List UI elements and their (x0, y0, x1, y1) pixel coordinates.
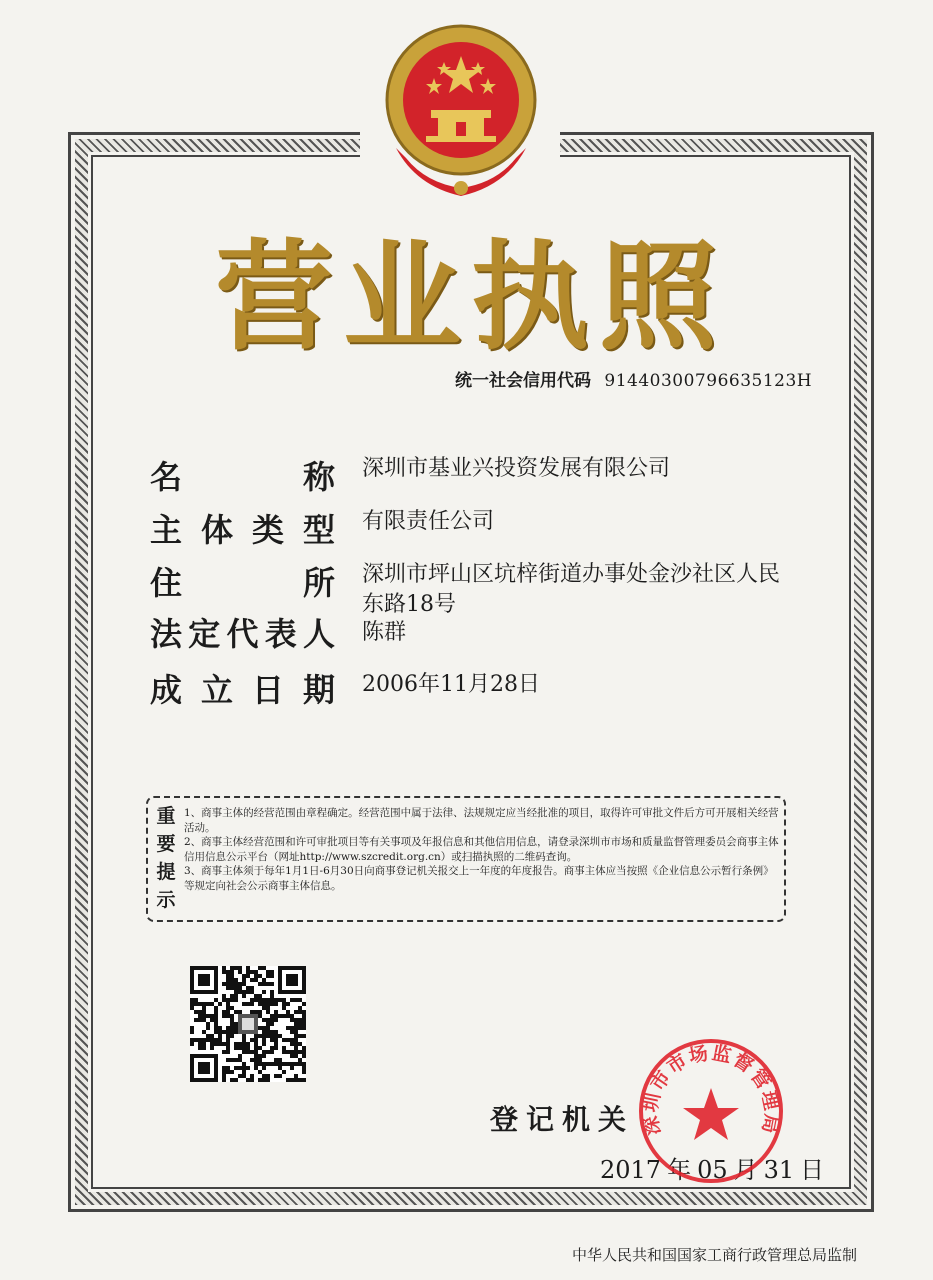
svg-text:深圳市市场监督管理局: 深圳市市场监督管理局 (639, 1041, 783, 1138)
notice-side-char: 要 (156, 833, 176, 855)
notice-side-label (154, 802, 178, 914)
field-label-char: 名 (150, 458, 183, 496)
field-label-char: 定 (188, 615, 221, 653)
field-value-name: 深圳市基业兴投资发展有限公司 (362, 456, 671, 481)
field-label-char: 期 (302, 671, 335, 709)
national-emblem-icon (376, 18, 546, 208)
field-value-established-date: 2006年11月28日 (362, 672, 540, 697)
qr-code-icon[interactable] (190, 966, 306, 1082)
field-label-legal-rep (150, 614, 335, 654)
notice-item: 2、商事主体经营范围和许可审批项目等有关事项及年报信息和其他信用信息，请登录深圳市市场和质量监督管理委员会商事主体信用信息公示平台（网址http://www.szcredit.org.cn）或扫描执照的二维码查询。 (184, 836, 779, 863)
date-day-unit: 日 (800, 1156, 825, 1184)
official-seal-stamp (636, 1036, 786, 1186)
field-label-established-date (150, 670, 335, 710)
field-label-name (150, 457, 335, 497)
field-label-char: 成 (150, 671, 183, 709)
field-label-char: 称 (302, 458, 335, 496)
field-label-char: 表 (264, 615, 297, 653)
credit-code (455, 366, 812, 391)
notice-side-char: 提 (156, 861, 176, 883)
registration-authority-label: 登记机关 (490, 1103, 635, 1136)
document-title: 营业执照 (215, 228, 728, 366)
field-value-address: 深圳市坪山区坑梓街道办事处金沙社区人民东路18号 (362, 562, 781, 617)
notice-side-char: 重 (156, 805, 176, 827)
field-label-char: 型 (302, 511, 335, 549)
credit-code-value: 91440300796635123H (604, 371, 813, 391)
notice-side-char: 示 (156, 889, 176, 911)
date-day: 31 (763, 1156, 795, 1184)
field-label-entity-type (150, 510, 335, 550)
notice-items (184, 806, 779, 893)
field-label-char: 立 (200, 671, 233, 709)
field-value-legal-rep: 陈群 (362, 620, 407, 645)
field-label-char: 主 (150, 511, 183, 549)
field-label-char: 体 (200, 511, 233, 549)
field-label-char: 所 (302, 564, 335, 602)
footer-supervision-note: 中华人民共和国国家工商行政管理总局监制 (572, 1246, 858, 1264)
notice-item: 1、商事主体的经营范围由章程确定。经营范围中属于法律、法规规定应当经批准的项目，取得许可审批文件后方可开展相关经营活动。 (184, 807, 779, 834)
field-value-entity-type: 有限责任公司 (362, 509, 495, 534)
field-label-address (150, 563, 335, 603)
notice-item: 3、商事主体须于每年1月1日-6月30日向商事登记机关报交上一年度的年度报告。商事主体应当按照《企业信息公示暂行条例》等规定向社会公示商事主体信息。 (184, 865, 774, 892)
field-label-char: 日 (251, 671, 284, 709)
important-notice-box (146, 796, 786, 922)
date-month: 05 (697, 1156, 728, 1184)
date-year-unit: 年 (667, 1156, 692, 1184)
field-label-char: 人 (302, 615, 335, 653)
date-year: 2017 (600, 1156, 662, 1184)
field-label-char: 代 (226, 615, 259, 653)
date-month-unit: 月 (733, 1156, 758, 1184)
credit-code-label: 统一社会信用代码 (455, 371, 591, 391)
field-label-char: 法 (150, 615, 183, 653)
field-label-char: 类 (251, 511, 284, 549)
field-label-char: 住 (150, 564, 183, 602)
